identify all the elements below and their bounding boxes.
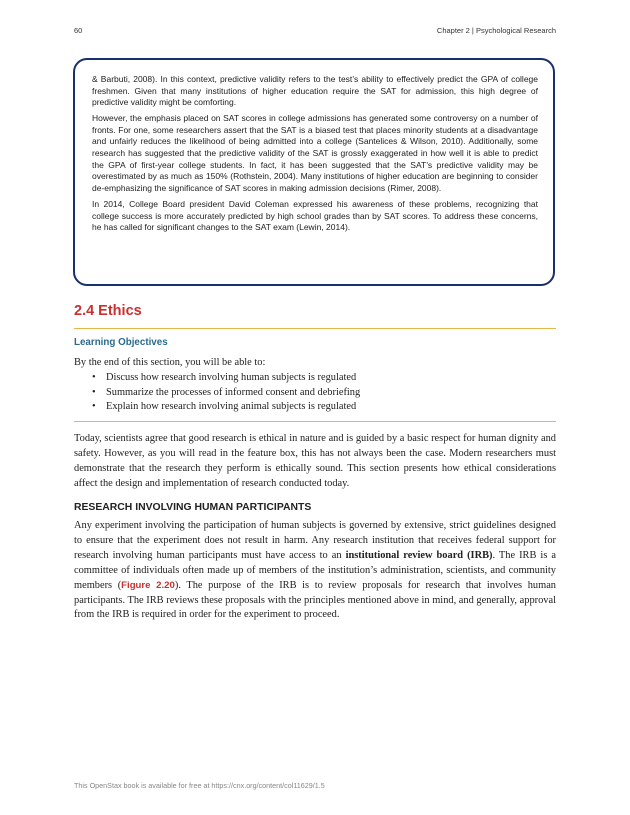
divider	[74, 328, 556, 329]
footer-note: This OpenStax book is available for free at https://cnx.org/content/col11629/1.5	[74, 781, 325, 790]
feature-paragraph: However, the emphasis placed on SAT scores in college admissions has generated some controversy on a number of fronts. For one, some researchers assert that the SAT is a biased test that places minority students at a disadvantage and unfairly reduces the likelihood of being admitted into a college (Santelices & Wilson, 2010). Additionally, some research has suggested that the predictive validity of the SAT is grossly exaggerated in how well it is able to predict the GPA of first-year college students. In fact, it has been suggested that the SAT’s predictive validity may be overestimated by as much as 150% (Rothstein, 2004). Many institutions of higher education are beginning to consider de-emphasizing the significance of SAT scores in making admission decisions (Rimer, 2008).	[92, 113, 538, 193]
bullet-icon: •	[92, 401, 96, 412]
objectives-list	[92, 371, 360, 415]
paragraph-text: Any experiment involving the participation of human subjects is governed by extensive, strict guidelines designed to ensure that the experiment does not result in harm. Any research institution that receives federal support for research involving human participants must have access to an	[74, 520, 556, 561]
running-header	[74, 26, 556, 38]
paragraph-text: . The IRB is a committee of individuals often made up of members of the institution’s administration, scientists, and community members (	[74, 549, 556, 591]
key-term: institutional review board (IRB)	[345, 549, 493, 561]
objective-item	[92, 400, 360, 415]
bullet-icon: •	[92, 386, 96, 398]
page-number: 60	[74, 26, 83, 35]
paragraph-text: ). The purpose of the IRB is to review proposals for research that involves human participants. The IRB reviews these proposals with the principles mentioned above in mind, and generally, approval from the IRB is required in order for the experiment to proceed.	[74, 579, 556, 621]
intro-paragraph: Today, scientists agree that good research is ethical in nature and is guided by a basic respect for human dignity and safety. However, as you will read in the feature box, this has not always been the case. Modern researchers must demonstrate that the research they perform is ethically sound. This section presents how ethical considerations affect the design and implementation of research conducted today.	[74, 433, 556, 489]
bullet-icon: •	[92, 372, 96, 383]
objective-item	[92, 386, 360, 401]
objective-text: Summarize the processes of informed consent and debriefing	[106, 386, 361, 398]
feature-paragraph: & Barbuti, 2008). In this context, predictive validity refers to the test’s ability to effectively predict the GPA of college freshmen. Given that many institutions of higher education require the SAT for admission, this high degree of predictive validity might be comforting.	[92, 74, 538, 108]
learning-objectives-heading: Learning Objectives	[74, 337, 168, 348]
objectives-intro: By the end of this section, you will be able to:	[74, 357, 266, 368]
chapter-title: Chapter 2 | Psychological Research	[436, 26, 556, 35]
feature-box	[73, 58, 555, 286]
irb-paragraph	[74, 519, 556, 623]
objective-text: Explain how research involving animal subjects is regulated	[106, 401, 357, 412]
divider	[74, 421, 556, 422]
section-title: 2.4 Ethics	[74, 303, 142, 319]
objective-text: Discuss how research involving human subjects is regulated	[106, 372, 357, 383]
subsection-title: RESEARCH INVOLVING HUMAN PARTICIPANTS	[74, 502, 312, 513]
objective-item	[92, 371, 360, 386]
figure-reference-link[interactable]: Figure 2.20	[121, 579, 175, 591]
feature-paragraph: In 2014, College Board president David Coleman expressed his awareness of these problems, recognizing that college success is more accurately predicted by high school grades than by SAT scores. To address these concerns, he has called for significant changes to the SAT exam (Lewin, 2014).	[92, 198, 538, 233]
